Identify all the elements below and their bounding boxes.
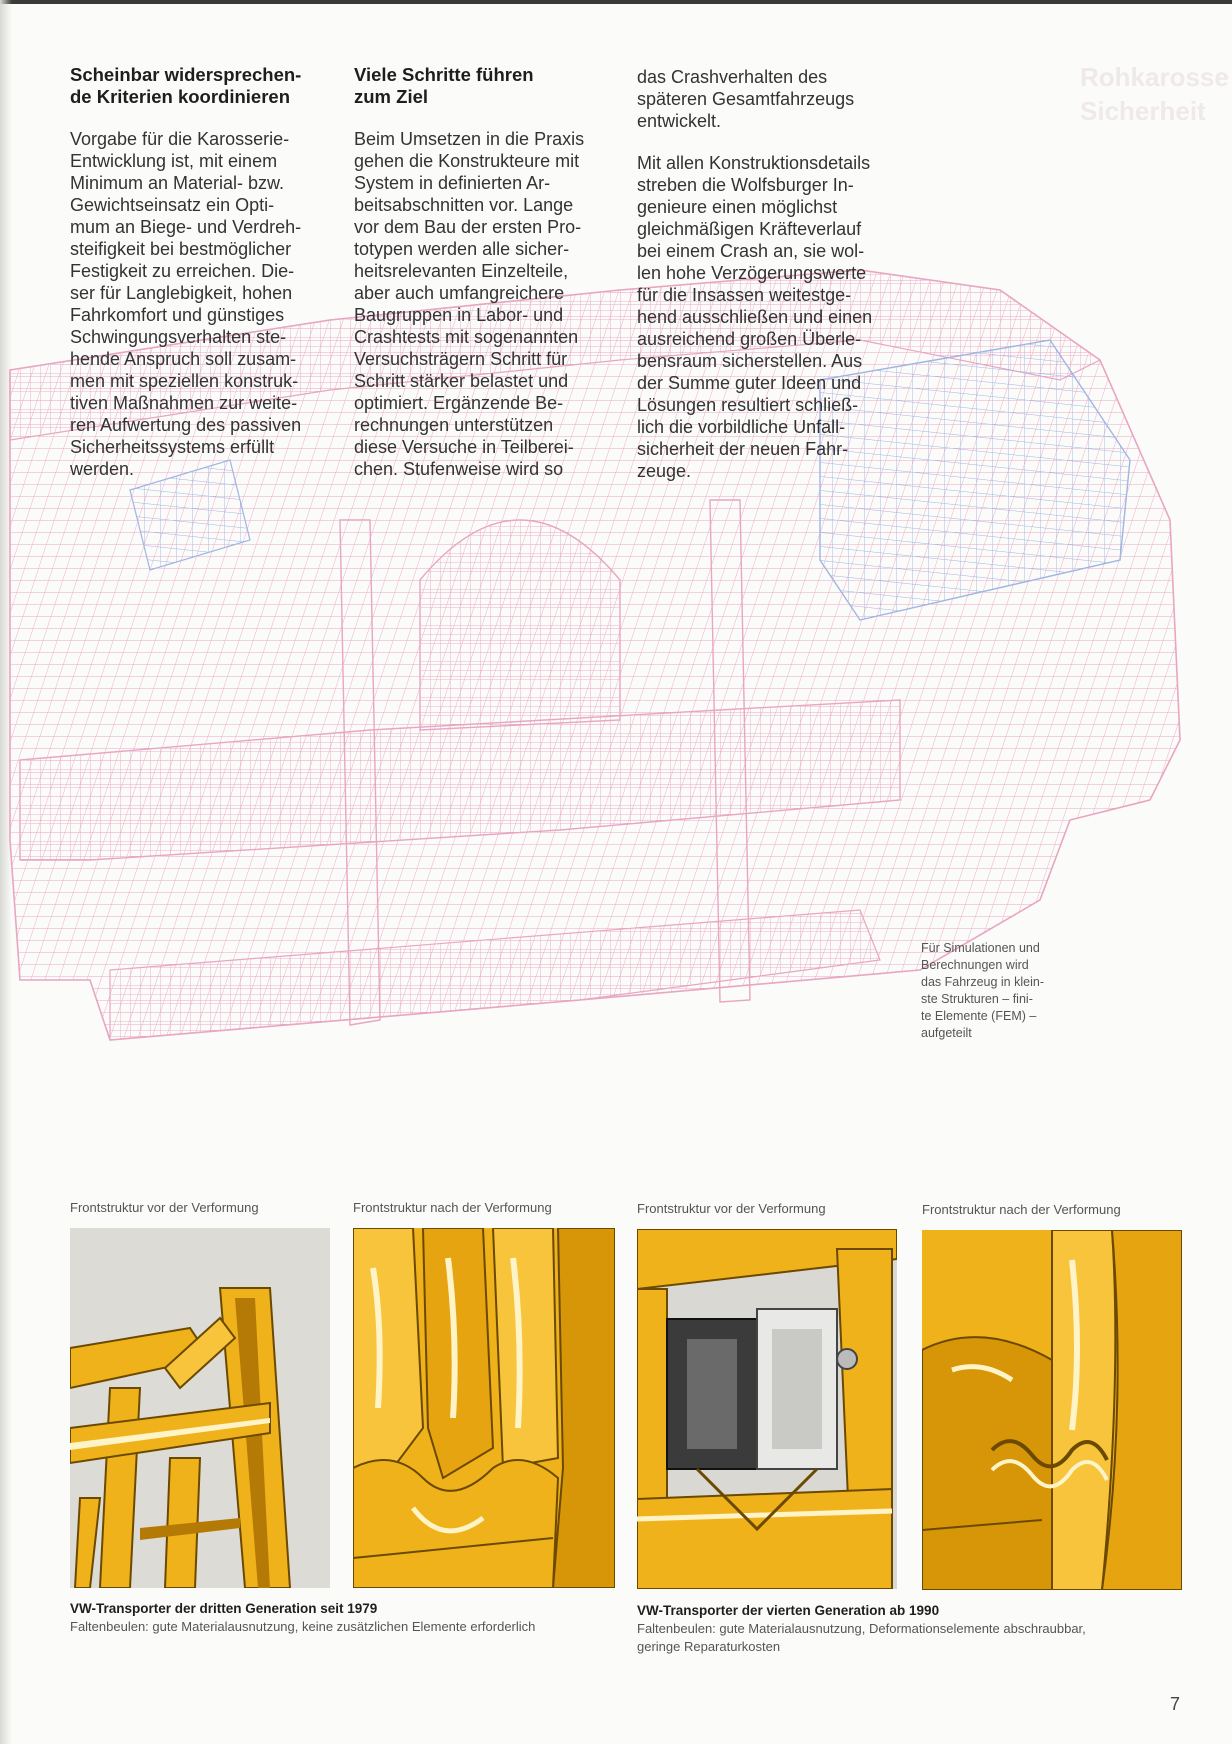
generation-3-description: Faltenbeulen: gute Materialausnutzung, keine zusätzlichen Elemente erforderlich xyxy=(70,1619,536,1634)
top-rule xyxy=(0,0,1232,4)
figure-3-image xyxy=(637,1229,897,1589)
column-1 xyxy=(70,64,326,500)
generation-3-caption xyxy=(70,1600,630,1636)
faded-heading-fragment: Rohkarosse Sicherheit xyxy=(1080,62,1229,126)
column-3 xyxy=(637,66,893,502)
figure-1-image xyxy=(70,1228,330,1588)
generation-4-description: Faltenbeulen: gute Materialausnutzung, Deformationselemente abschraubbar, geringe Reparaturkosten xyxy=(637,1621,1086,1654)
figure-2-label: Frontstruktur nach der Verformung xyxy=(353,1200,552,1215)
fem-caption: Für Simulationen und Berechnungen wird das Fahrzeug in klein- ste Strukturen – fini- te Elemente (FEM) – aufgeteilt xyxy=(921,941,1044,1040)
page-number: 7 xyxy=(1170,1694,1181,1714)
figure-1-label: Frontstruktur vor der Verformung xyxy=(70,1200,259,1215)
generation-4-title: VW-Transporter der vierten Generation ab 1990 xyxy=(637,1603,940,1618)
generation-4-caption xyxy=(637,1602,1197,1656)
column-1-heading: Scheinbar widersprechen- de Kriterien koordinieren xyxy=(70,64,302,107)
column-2 xyxy=(354,64,610,500)
column-3-paragraph-2: Mit allen Konstruktionsdetails streben die Wolfsburger In- genieure einen möglichst gleichmäßigen Kräfteverlauf bei einem Crash an, sie wol- len hohe Verzögerungswerte für die Insassen weitestge- hend ausschließen und einen ausreichend großen Überle- bensraum sicherstellen. Aus der Summe guter Ideen und Lösungen resultiert schließ- lich die vorbildliche Unfall- sicherheit der neuen Fahr- zeuge. xyxy=(637,153,873,481)
column-3-paragraph-1: das Crashverhalten des späteren Gesamtfahrzeugs entwickelt. xyxy=(637,67,855,131)
figure-3-label: Frontstruktur vor der Verformung xyxy=(637,1201,826,1216)
figure-2-image xyxy=(353,1228,615,1588)
column-1-paragraph: Vorgabe für die Karosserie- Entwicklung ist, mit einem Minimum an Material- bzw. Gewichtseinsatz ein Opti- mum an Biege- und Verdreh- steifigkeit bei bestmöglicher Festigkeit zu erreichen. Die- ser für Langlebigkeit, hohen Fahrkomfort und günstiges Schwingungsverhalten ste- hende Anspruch soll zusam- men mit speziellen konstruk- tiven Maßnahmen zur weite- ren Aufwertung des passiven Sicherheitssystems erfüllt werden. xyxy=(70,129,302,479)
column-2-heading: Viele Schritte führen zum Ziel xyxy=(354,64,534,107)
figure-4-label: Frontstruktur nach der Verformung xyxy=(922,1202,1121,1217)
column-2-paragraph: Beim Umsetzen in die Praxis gehen die Konstrukteure mit System in definierten Ar- beitsabschnitten vor. Lange vor dem Bau der ersten Pro- totypen werden alle sicher- heitsrelevanten Einzelteile, aber auch umfangreichere Baugruppen in Labor- und Crashtests mit sogenannten Versuchsträgern Schritt für Schritt stärker belastet und optimiert. Ergänzende Be- rechnungen unterstützen diese Versuche in Teilberei- chen. Stufenweise wird so xyxy=(354,129,585,479)
figure-4-image xyxy=(922,1230,1182,1590)
generation-3-title: VW-Transporter der dritten Generation seit 1979 xyxy=(70,1601,378,1616)
